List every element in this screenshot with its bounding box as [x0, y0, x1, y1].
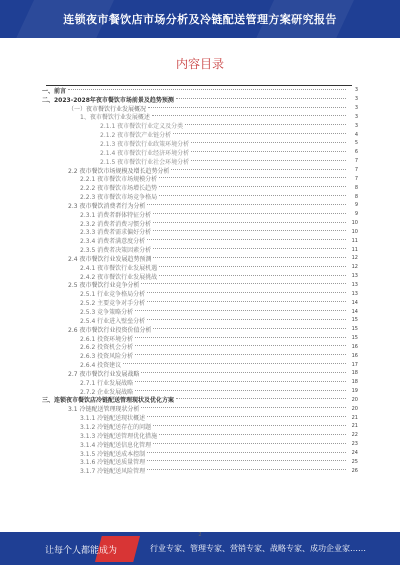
toc-entry-label: 2.6.1 投资环境分析 — [80, 335, 134, 343]
toc-entry[interactable] — [40, 201, 358, 210]
toc-entry-label: 2.4 夜市餐饮行业发展趋势预测 — [68, 255, 152, 263]
toc-entry-page: 15 — [351, 335, 358, 342]
toc-entry-page: 21 — [351, 414, 358, 421]
toc-entry-page: 10 — [351, 228, 358, 235]
toc-leader-dots — [147, 292, 346, 293]
toc-entry-page: 15 — [351, 326, 358, 333]
toc-entry-page: 13 — [351, 273, 358, 280]
toc-entry[interactable] — [40, 466, 358, 475]
toc-leader-dots — [147, 301, 346, 302]
toc-entry[interactable] — [40, 281, 358, 290]
toc-entry[interactable] — [40, 245, 358, 254]
toc-entry-page: 20 — [351, 396, 358, 403]
toc-entry-page: 3 — [354, 96, 358, 103]
toc-entry-page: 15 — [351, 317, 358, 324]
toc-leader-dots — [147, 319, 346, 320]
toc-entry-label: 1、夜市餐饮行业发展概述 — [80, 114, 150, 122]
toc-entry[interactable] — [40, 351, 358, 360]
toc-entry-label: 二、2023-2028年夜市餐饮市场前景及趋势预测 — [42, 96, 174, 104]
toc-entry-page: 20 — [351, 405, 358, 412]
toc-entry-label: 3.1.1 冷链配送现状概述 — [80, 415, 146, 423]
toc-entry-page: 13 — [351, 281, 358, 288]
toc-entry-label: 2.7 夜市餐饮行业发展战略 — [68, 370, 140, 378]
toc-entry-label: 3.1.6 冷链配送质量管理 — [80, 459, 146, 467]
toc-leader-dots — [152, 115, 346, 116]
toc-entry[interactable] — [40, 440, 358, 449]
header-bar — [0, 0, 400, 38]
toc-entry[interactable] — [40, 422, 358, 431]
toc-entry-label: 2.6 夜市餐饮行业投资价值分析 — [68, 326, 152, 334]
toc-entry[interactable] — [40, 457, 358, 466]
toc-leader-dots — [153, 248, 346, 249]
toc-entry-label: 3.1.2 冷链配送存在的问题 — [80, 423, 152, 431]
toc-entry-label: 2.2.2 夜市餐饮市场增长趋势 — [80, 185, 158, 193]
toc-leader-dots — [159, 275, 346, 276]
toc-leader-dots — [147, 239, 346, 240]
toc-entry-label: 2.7.1 行业发展战略 — [80, 379, 134, 387]
toc-leader-dots — [123, 363, 346, 364]
toc-leader-dots — [153, 230, 346, 231]
toc-leader-dots — [191, 160, 346, 161]
toc-leader-dots — [159, 186, 346, 187]
toc-leader-dots — [147, 460, 346, 461]
toc-entry-page: 25 — [351, 458, 358, 465]
toc-entry-page: 5 — [354, 140, 358, 147]
toc-entry-page: 11 — [351, 237, 358, 244]
toc-entry[interactable] — [40, 369, 358, 378]
toc-entry-page: 14 — [351, 308, 358, 315]
toc-entry[interactable] — [40, 298, 358, 307]
toc-entry-page: 3 — [354, 122, 358, 129]
toc-leader-dots — [153, 328, 346, 329]
toc-entry[interactable] — [40, 219, 358, 228]
toc-entry[interactable] — [40, 272, 358, 281]
toc-entry-label: 2.3.4 消费者满意度分析 — [80, 238, 146, 246]
toc-leader-dots — [135, 310, 346, 311]
toc-entry-page: 23 — [351, 441, 358, 448]
toc-leader-dots — [147, 204, 346, 205]
toc-entry-label: 2.5.3 竞争策略分析 — [80, 309, 134, 317]
toc-entry[interactable] — [40, 404, 358, 413]
toc-entry-page: 7 — [354, 175, 358, 182]
toc-leader-dots — [153, 425, 346, 426]
toc-entry-label: 2.5.2 主要竞争对手分析 — [80, 300, 146, 308]
toc-entry-page: 18 — [351, 370, 358, 377]
toc-leader-dots — [141, 407, 346, 408]
toc-leader-dots — [153, 213, 346, 214]
toc-entry-label: 2.6.4 投资建议 — [80, 362, 122, 370]
toc-entry[interactable] — [40, 113, 358, 122]
toc-entry-label: （一）夜市餐饮行业发展概况 — [68, 105, 147, 113]
toc-entry-label: 2.5 夜市餐饮行业竞争分析 — [68, 282, 140, 290]
toc-entry[interactable] — [40, 157, 358, 166]
toc-leader-dots — [135, 345, 346, 346]
toc-entry-label: 3.1.4 冷链配送信息化管理 — [80, 441, 152, 449]
toc-leader-dots — [171, 169, 346, 170]
toc-entry-label: 2.7.2 企业发展战略 — [80, 388, 134, 396]
toc-entry[interactable] — [40, 396, 358, 405]
toc-entry-page: 18 — [351, 379, 358, 386]
toc-entry[interactable] — [40, 130, 358, 139]
toc-entry-page: 13 — [351, 290, 358, 297]
toc-entry-page: 7 — [354, 158, 358, 165]
toc-entry-label: 2.1.4 夜市餐饮行业经济环境分析 — [100, 149, 190, 157]
toc-entry-page: 3 — [354, 105, 358, 112]
toc-entry-label: 2.5.4 行业进入壁垒分析 — [80, 317, 146, 325]
toc-entry-page: 7 — [354, 167, 358, 174]
toc-entry-page: 3 — [354, 87, 358, 94]
toc-leader-dots — [135, 381, 346, 382]
page-number: 2 — [198, 532, 202, 538]
footer-tagline: 行业专家、管理专家、营销专家、战略专家、成功企业家…… — [150, 544, 366, 553]
toc-entry-page: 10 — [351, 220, 358, 227]
toc-entry-label: 2.1.3 夜市餐饮行业政策环境分析 — [100, 140, 190, 148]
toc-leader-dots — [191, 142, 346, 143]
toc-entry-page: 14 — [351, 299, 358, 306]
toc-leader-dots — [173, 133, 346, 134]
toc-leader-dots — [191, 151, 346, 152]
toc-entry-label: 2.3.3 消费者需求偏好分析 — [80, 229, 152, 237]
toc-entry[interactable] — [40, 139, 358, 148]
toc-entry-label: 2.1.5 夜市餐饮行业社会环境分析 — [100, 158, 190, 166]
toc-entry[interactable] — [40, 148, 358, 157]
toc-entry[interactable] — [40, 86, 358, 95]
toc-entry-label: 2.5.1 行业竞争格局分析 — [80, 291, 146, 299]
toc-leader-dots — [153, 222, 346, 223]
toc-leader-dots — [147, 416, 346, 417]
toc-entry[interactable] — [40, 183, 358, 192]
toc-entry[interactable] — [40, 104, 358, 113]
toc-entry-label: 3.1.7 冷链配送风险管理 — [80, 468, 146, 476]
toc-entry-page: 9 — [354, 211, 358, 218]
toc-leader-dots — [135, 354, 346, 355]
toc-entry-label: 一、前言 — [42, 87, 67, 95]
toc-entry[interactable] — [40, 121, 358, 130]
toc-leader-dots — [141, 283, 346, 284]
toc-entry-page: 26 — [351, 467, 358, 474]
toc-entry-page: 24 — [351, 450, 358, 457]
footer-slogan: 让每个人都能成为 — [45, 546, 118, 556]
toc-entry-page: 16 — [351, 352, 358, 359]
toc-leader-dots — [185, 124, 346, 125]
toc-leader-dots — [153, 443, 346, 444]
toc-leader-dots — [147, 469, 346, 470]
toc-entry[interactable] — [40, 360, 358, 369]
toc-entry[interactable] — [40, 254, 358, 263]
toc-entry-label: 2.4.2 夜市餐饮行业发展挑战 — [80, 273, 158, 281]
toc-entry-page: 21 — [351, 423, 358, 430]
toc-entry[interactable] — [40, 387, 358, 396]
toc-leader-dots — [135, 337, 346, 338]
toc-entry[interactable] — [40, 378, 358, 387]
toc-entry-label: 3.1 冷链配送管理现状分析 — [68, 406, 140, 414]
toc-entry[interactable] — [40, 95, 358, 104]
toc-entry-page: 4 — [354, 131, 358, 138]
toc-entry-page: 17 — [351, 361, 358, 368]
toc-leader-dots — [159, 266, 346, 267]
toc-entry-label: 2.1.2 夜市餐饮产业链分析 — [100, 132, 172, 140]
toc-entry[interactable] — [40, 192, 358, 201]
toc-entry[interactable] — [40, 166, 358, 175]
toc-leader-dots — [141, 372, 346, 373]
toc-entry[interactable] — [40, 342, 358, 351]
toc-entry-page: 16 — [351, 343, 358, 350]
toc-entry[interactable] — [40, 316, 358, 325]
toc-leader-dots — [159, 195, 346, 196]
toc-entry-label: 2.3.5 消费者决策因素分析 — [80, 247, 152, 255]
toc-entry[interactable] — [40, 210, 358, 219]
toc-entry-page: 19 — [351, 388, 358, 395]
toc-entry-label: 2.1.1 夜市餐饮行业定义及分类 — [100, 123, 184, 131]
toc-entry[interactable] — [40, 449, 358, 458]
toc-heading: 内容目录 — [175, 57, 224, 71]
toc-entry-page: 12 — [351, 264, 358, 271]
toc-entry-page: 6 — [354, 149, 358, 156]
toc-entry[interactable] — [40, 289, 358, 298]
toc-entry-page: 22 — [351, 432, 358, 439]
toc-entry-label: 2.3.1 消费者群体特征分析 — [80, 211, 152, 219]
toc-entry-page: 11 — [351, 246, 358, 253]
toc-entry-page: 9 — [354, 202, 358, 209]
toc-entry-label: 2.3 夜市餐饮消费者行为分析 — [68, 202, 146, 210]
toc-leader-dots — [68, 89, 346, 90]
toc-entry-label: 2.2.1 夜市餐饮市场规模分析 — [80, 176, 158, 184]
toc-entry[interactable] — [40, 334, 358, 343]
table-of-contents — [40, 86, 358, 475]
report-title: 连锁夜市餐饮店市场分析及冷链配送管理方案研究报告 — [63, 13, 337, 26]
toc-entry-label: 三、连锁夜市餐饮店冷链配送管理现状及优化方案 — [42, 397, 175, 405]
toc-entry[interactable] — [40, 228, 358, 237]
toc-leader-dots — [176, 98, 346, 99]
toc-entry[interactable] — [40, 236, 358, 245]
toc-leader-dots — [148, 107, 346, 108]
toc-entry-label: 2.6.3 投资风险分析 — [80, 353, 134, 361]
toc-entry-label: 2.2 夜市餐饮市场规模及增长趋势分析 — [68, 167, 170, 175]
toc-entry-page: 8 — [354, 193, 358, 200]
toc-leader-dots — [176, 398, 346, 399]
toc-entry-label: 2.4.1 夜市餐饮行业发展机遇 — [80, 264, 158, 272]
toc-entry-page: 3 — [354, 113, 358, 120]
toc-entry[interactable] — [40, 307, 358, 316]
toc-leader-dots — [153, 257, 346, 258]
toc-leader-dots — [135, 390, 346, 391]
toc-entry-label: 3.1.5 冷链配送成本控制 — [80, 450, 146, 458]
toc-entry-label: 2.6.2 投资机会分析 — [80, 344, 134, 352]
toc-leader-dots — [159, 434, 346, 435]
toc-entry-label: 2.3.2 消费者消费习惯分析 — [80, 220, 152, 228]
toc-leader-dots — [147, 452, 346, 453]
toc-entry[interactable] — [40, 431, 358, 440]
toc-entry-label: 3.1.3 冷链配送管理优化措施 — [80, 432, 158, 440]
toc-entry[interactable] — [40, 413, 358, 422]
toc-entry[interactable] — [40, 325, 358, 334]
toc-entry-page: 12 — [351, 255, 358, 262]
toc-entry-page: 8 — [354, 184, 358, 191]
toc-entry[interactable] — [40, 263, 358, 272]
toc-entry-label: 2.2.3 夜市餐饮市场竞争格局 — [80, 194, 158, 202]
toc-leader-dots — [159, 177, 346, 178]
toc-entry[interactable] — [40, 174, 358, 183]
